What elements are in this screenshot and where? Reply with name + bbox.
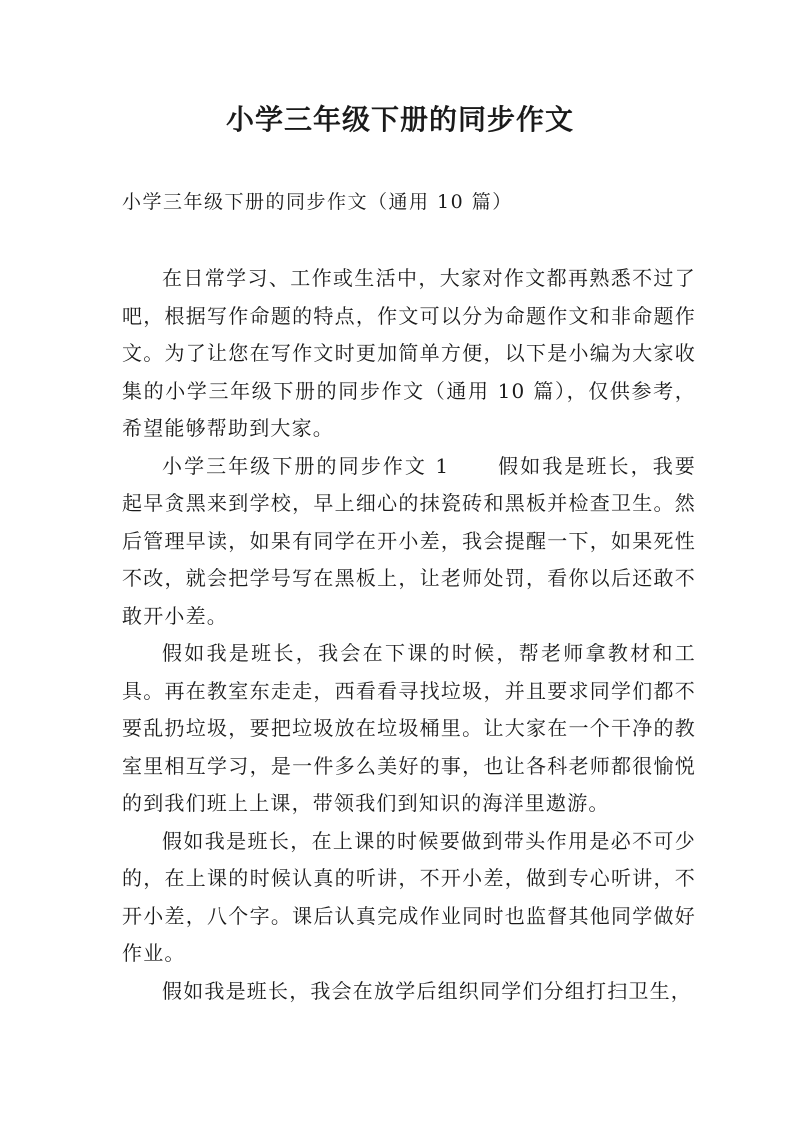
intro-paragraph: 在日常学习、工作或生活中，大家对作文都再熟悉不过了吧，根据写作命题的特点，作文可以分为命题作文和非命题作文。为了让您在写作文时更加简单方便，以下是小编为大家收集的小学三年级下册的同步作文（通用 10 篇），仅供参考，希望能够帮助到大家。 [122,266,696,440]
essay-1-first-paragraph [122,448,696,636]
essay-1-paragraph-3: 假如我是班长，在上课的时候要做到带头作用是必不可少的，在上课的时候认真的听讲，不开小差，做到专心听讲，不开小差，八个字。课后认真完成作业同时也监督其他同学做好作业。 [122,828,696,965]
essay-1-heading: 小学三年级下册的同步作文 1 [162,453,450,478]
document-body [122,260,696,1010]
essay-1-paragraph-2: 假如我是班长，我会在下课的时候，帮老师拿教材和工具。再在教室东走走，西看看寻找垃圾，并且要求同学们都不要乱扔垃圾，要把垃圾放在垃圾桶里。让大家在一个干净的教室里相互学习，是一件多么美好的事，也让各科老师都很愉悦的到我们班上上课，带领我们到知识的海洋里遨游。 [122,641,696,815]
essay-1-paragraph-4: 假如我是班长，我会在放学后组织同学们分组打扫卫生， [162,978,692,1003]
document-title: 小学三年级下册的同步作文 [225,103,574,136]
essay-1-paragraph-1: 假如我是班长，我要起早贪黑来到学校，早上细心的抹瓷砖和黑板并检查卫生。然后管理早读，如果有同学在开小差，我会提醒一下，如果死性不改，就会把学号写在黑板上，让老师处罚，看你以后还敢不敢开小差。 [122,453,696,628]
document-subtitle: 小学三年级下册的同步作文（通用 10 篇） [122,191,513,213]
